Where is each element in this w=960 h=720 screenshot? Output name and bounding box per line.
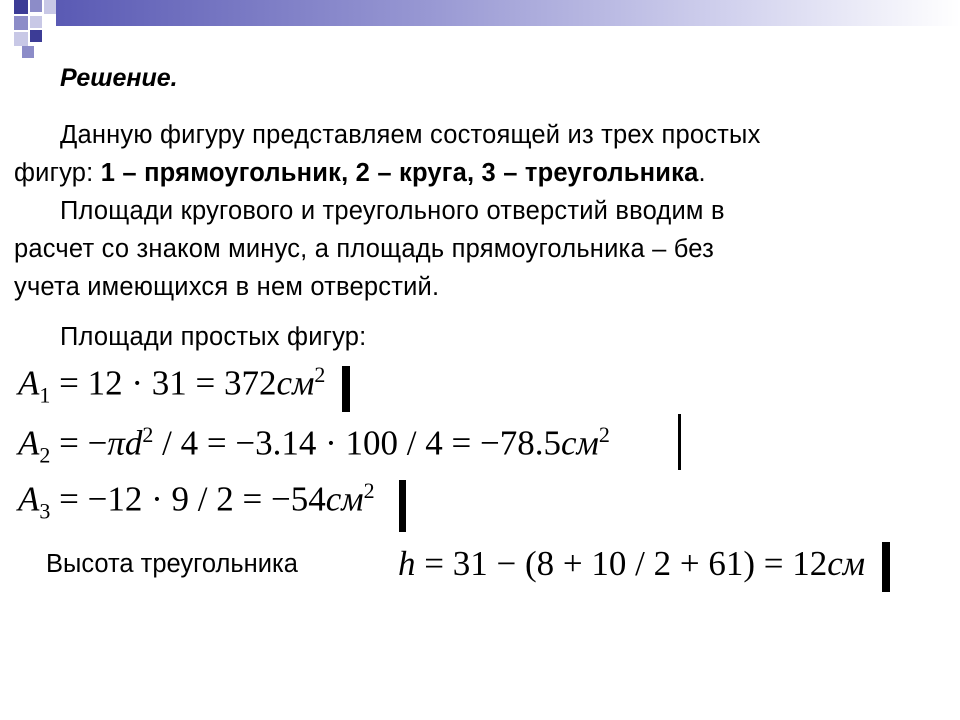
paragraph-text: фигур: bbox=[14, 159, 101, 187]
paragraph-line: Данную фигуру представляем состоящей из трех простых bbox=[60, 121, 761, 149]
cursor-bar bbox=[342, 366, 350, 412]
formula-exp: 2 bbox=[314, 362, 326, 387]
paragraph-line: расчет со знаком минус, а площадь прямоугольника – без bbox=[14, 235, 715, 263]
formula-unit: см bbox=[827, 544, 866, 583]
formula-sub: 3 bbox=[39, 498, 51, 524]
formula-exp: 2 bbox=[363, 478, 375, 503]
figure-list: 1 – прямоугольник, 2 – круга, 3 – треугольника bbox=[100, 159, 699, 187]
formula-unit: см bbox=[325, 479, 364, 519]
formula-exp: 2 bbox=[142, 422, 154, 447]
formula-unit: см bbox=[276, 363, 315, 403]
paragraph-line: учета имеющихся в нем отверстий. bbox=[14, 273, 440, 301]
formula-rhs: = −12 · 9 / 2 = −54 bbox=[50, 479, 326, 519]
formula-sub: 2 bbox=[39, 442, 51, 468]
paragraph-line bbox=[14, 154, 934, 192]
formula-var: A bbox=[18, 363, 40, 403]
formula-var: A bbox=[18, 423, 40, 463]
formula-exp: 2 bbox=[598, 422, 610, 447]
paragraph-composition bbox=[14, 116, 934, 192]
formula-a2 bbox=[18, 422, 610, 469]
formula-rhs: = − bbox=[50, 423, 108, 463]
formula-sub: 1 bbox=[39, 382, 51, 408]
cursor-bar bbox=[882, 542, 890, 592]
header-band bbox=[56, 0, 960, 26]
paragraph-holes bbox=[14, 192, 934, 306]
formula-pi-d: πd bbox=[107, 423, 143, 463]
formula-rhs: = 31 − (8 + 10 / 2 + 61) = 12 bbox=[415, 544, 828, 583]
paragraph-line: Площади простых фигур: bbox=[60, 323, 367, 351]
formula-rhs: = 12 · 31 = 372 bbox=[50, 363, 277, 403]
paragraph-text: . bbox=[698, 159, 706, 187]
triangle-height-label: Высота треугольника bbox=[46, 550, 298, 578]
formula-var: A bbox=[18, 479, 40, 519]
formula-height bbox=[398, 544, 865, 584]
formula-var: h bbox=[398, 544, 416, 583]
formula-a3 bbox=[18, 478, 375, 525]
cursor-bar bbox=[399, 480, 406, 532]
formula-a1 bbox=[18, 362, 325, 409]
formula-rhs: / 4 = −3.14 · 100 / 4 = −78.5 bbox=[153, 423, 561, 463]
paragraph-areas-intro bbox=[14, 318, 934, 356]
formula-unit: см bbox=[560, 423, 599, 463]
cursor-bar bbox=[678, 414, 681, 470]
paragraph-line: Площади кругового и треугольного отверстий вводим в bbox=[60, 197, 725, 225]
solution-heading: Решение. bbox=[60, 64, 178, 92]
